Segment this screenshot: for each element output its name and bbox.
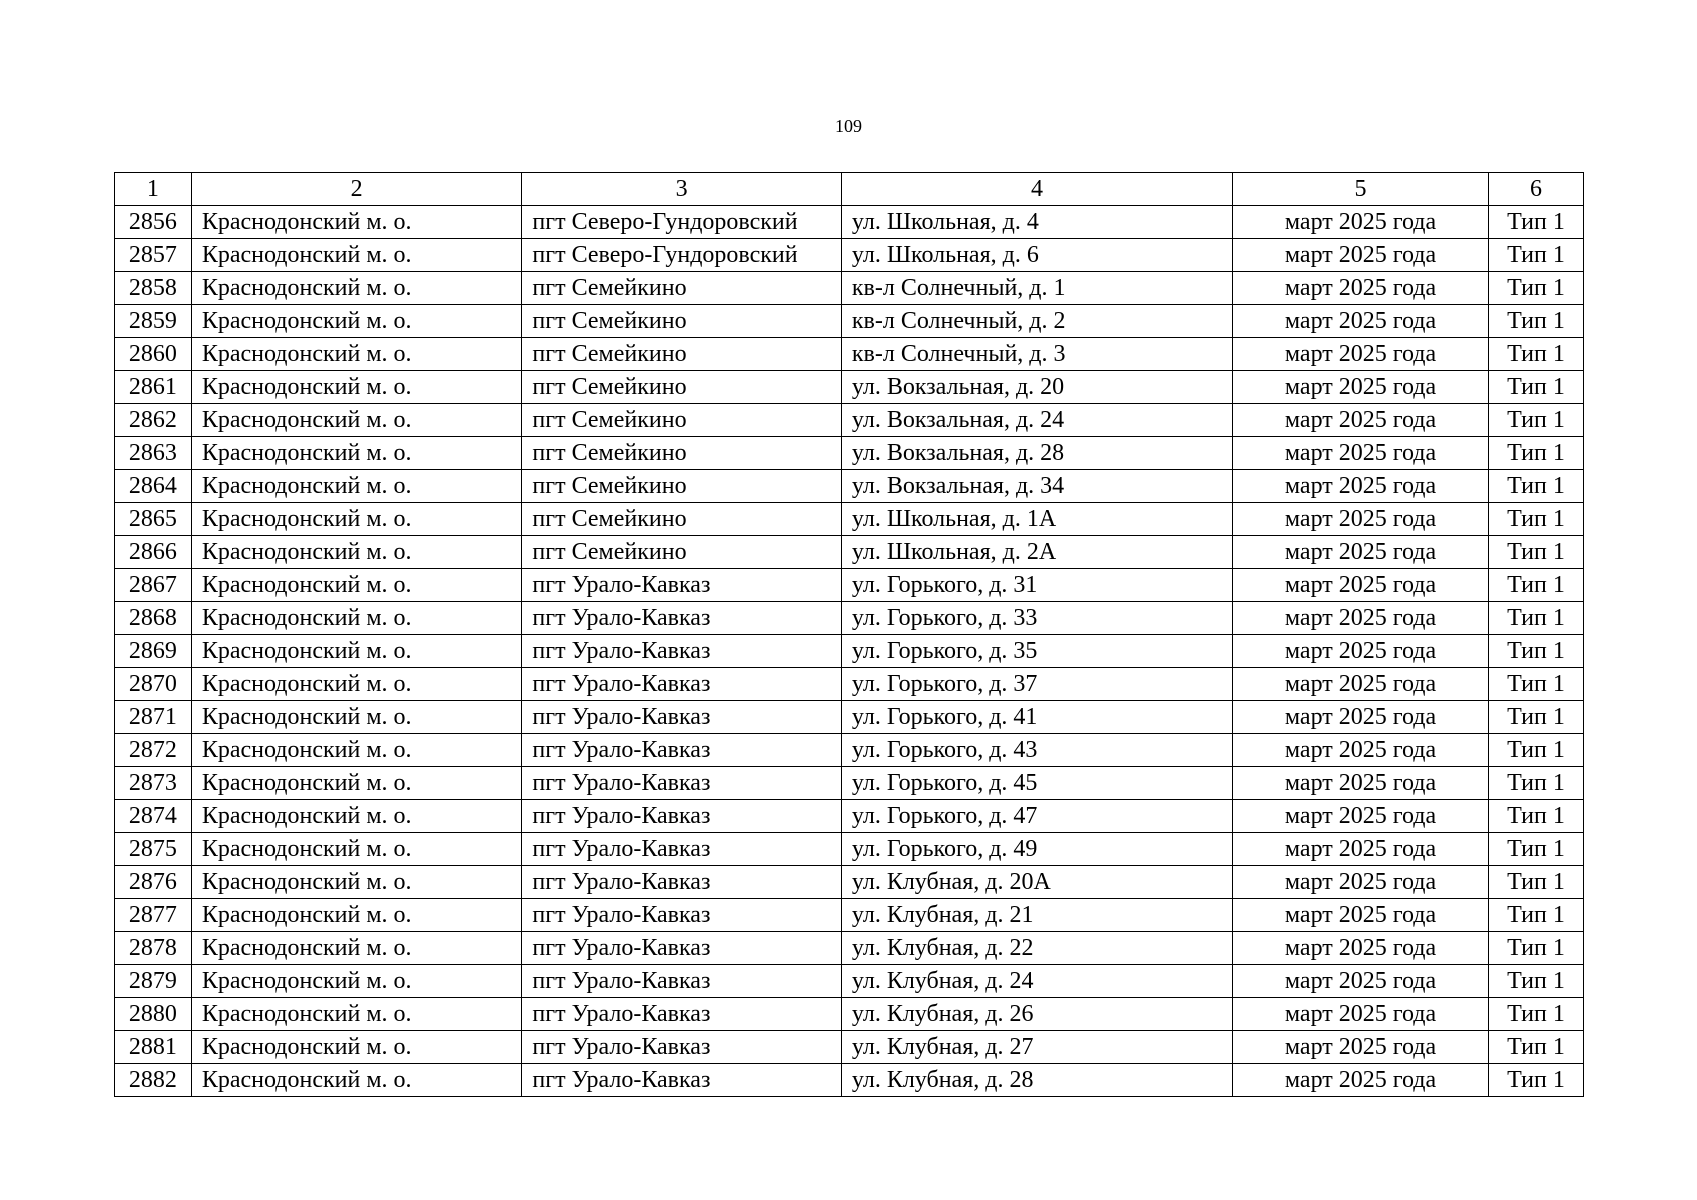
settlement-cell: пгт Урало-Кавказ: [522, 767, 841, 800]
district-cell: Краснодонский м. о.: [191, 800, 522, 833]
date-cell: март 2025 года: [1233, 965, 1489, 998]
type-cell: Тип 1: [1488, 404, 1583, 437]
address-cell: ул. Клубная, д. 22: [841, 932, 1232, 965]
table-row: [115, 437, 1584, 470]
type-cell: Тип 1: [1488, 536, 1583, 569]
type-cell: Тип 1: [1488, 239, 1583, 272]
district-cell: Краснодонский м. о.: [191, 767, 522, 800]
address-cell: ул. Клубная, д. 27: [841, 1031, 1232, 1064]
row-number-cell: 2879: [115, 965, 192, 998]
district-cell: Краснодонский м. о.: [191, 272, 522, 305]
type-cell: Тип 1: [1488, 998, 1583, 1031]
settlement-cell: пгт Урало-Кавказ: [522, 569, 841, 602]
address-cell: ул. Вокзальная, д. 28: [841, 437, 1232, 470]
type-cell: Тип 1: [1488, 437, 1583, 470]
table-row: [115, 470, 1584, 503]
row-number-cell: 2871: [115, 701, 192, 734]
district-cell: Краснодонский м. о.: [191, 899, 522, 932]
type-cell: Тип 1: [1488, 602, 1583, 635]
row-number-cell: 2882: [115, 1064, 192, 1097]
district-cell: Краснодонский м. о.: [191, 536, 522, 569]
settlement-cell: пгт Семейкино: [522, 503, 841, 536]
type-cell: Тип 1: [1488, 800, 1583, 833]
address-cell: ул. Горького, д. 45: [841, 767, 1232, 800]
address-cell: ул. Горького, д. 35: [841, 635, 1232, 668]
row-number-cell: 2858: [115, 272, 192, 305]
table-row: [115, 371, 1584, 404]
district-cell: Краснодонский м. о.: [191, 503, 522, 536]
header-cell-1: 1: [115, 173, 192, 206]
settlement-cell: пгт Семейкино: [522, 404, 841, 437]
date-cell: март 2025 года: [1233, 338, 1489, 371]
date-cell: март 2025 года: [1233, 767, 1489, 800]
settlement-cell: пгт Урало-Кавказ: [522, 635, 841, 668]
table-row: [115, 668, 1584, 701]
table-header: [115, 173, 1584, 206]
row-number-cell: 2868: [115, 602, 192, 635]
date-cell: март 2025 года: [1233, 569, 1489, 602]
address-cell: ул. Клубная, д. 20А: [841, 866, 1232, 899]
row-number-cell: 2869: [115, 635, 192, 668]
address-cell: ул. Школьная, д. 4: [841, 206, 1232, 239]
type-cell: Тип 1: [1488, 305, 1583, 338]
settlement-cell: пгт Урало-Кавказ: [522, 833, 841, 866]
row-number-cell: 2872: [115, 734, 192, 767]
district-cell: Краснодонский м. о.: [191, 569, 522, 602]
district-cell: Краснодонский м. о.: [191, 1031, 522, 1064]
settlement-cell: пгт Урало-Кавказ: [522, 734, 841, 767]
settlement-cell: пгт Урало-Кавказ: [522, 932, 841, 965]
type-cell: Тип 1: [1488, 899, 1583, 932]
settlement-cell: пгт Урало-Кавказ: [522, 701, 841, 734]
table-body: [115, 206, 1584, 1097]
date-cell: март 2025 года: [1233, 833, 1489, 866]
table-row: [115, 800, 1584, 833]
table-row: [115, 536, 1584, 569]
settlement-cell: пгт Семейкино: [522, 305, 841, 338]
date-cell: март 2025 года: [1233, 899, 1489, 932]
district-cell: Краснодонский м. о.: [191, 404, 522, 437]
date-cell: март 2025 года: [1233, 272, 1489, 305]
table-row: [115, 701, 1584, 734]
date-cell: март 2025 года: [1233, 404, 1489, 437]
row-number-cell: 2877: [115, 899, 192, 932]
address-cell: ул. Горького, д. 37: [841, 668, 1232, 701]
table-row: [115, 932, 1584, 965]
type-cell: Тип 1: [1488, 1031, 1583, 1064]
date-cell: март 2025 года: [1233, 503, 1489, 536]
district-cell: Краснодонский м. о.: [191, 932, 522, 965]
address-cell: ул. Вокзальная, д. 20: [841, 371, 1232, 404]
settlement-cell: пгт Северо-Гундоровский: [522, 206, 841, 239]
header-cell-2: 2: [191, 173, 522, 206]
type-cell: Тип 1: [1488, 701, 1583, 734]
type-cell: Тип 1: [1488, 569, 1583, 602]
address-cell: ул. Вокзальная, д. 34: [841, 470, 1232, 503]
table-row: [115, 569, 1584, 602]
settlement-cell: пгт Урало-Кавказ: [522, 800, 841, 833]
settlement-cell: пгт Урало-Кавказ: [522, 899, 841, 932]
date-cell: март 2025 года: [1233, 635, 1489, 668]
settlement-cell: пгт Урало-Кавказ: [522, 998, 841, 1031]
district-cell: Краснодонский м. о.: [191, 239, 522, 272]
table-row: [115, 305, 1584, 338]
settlement-cell: пгт Семейкино: [522, 338, 841, 371]
type-cell: Тип 1: [1488, 338, 1583, 371]
settlement-cell: пгт Семейкино: [522, 536, 841, 569]
district-cell: Краснодонский м. о.: [191, 371, 522, 404]
date-cell: март 2025 года: [1233, 932, 1489, 965]
address-cell: ул. Клубная, д. 28: [841, 1064, 1232, 1097]
settlement-cell: пгт Семейкино: [522, 371, 841, 404]
date-cell: март 2025 года: [1233, 536, 1489, 569]
row-number-cell: 2866: [115, 536, 192, 569]
table-row: [115, 767, 1584, 800]
type-cell: Тип 1: [1488, 635, 1583, 668]
district-cell: Краснодонский м. о.: [191, 470, 522, 503]
address-cell: ул. Клубная, д. 26: [841, 998, 1232, 1031]
type-cell: Тип 1: [1488, 767, 1583, 800]
address-cell: ул. Горького, д. 41: [841, 701, 1232, 734]
type-cell: Тип 1: [1488, 866, 1583, 899]
address-cell: ул. Горького, д. 33: [841, 602, 1232, 635]
address-cell: ул. Вокзальная, д. 24: [841, 404, 1232, 437]
type-cell: Тип 1: [1488, 503, 1583, 536]
date-cell: март 2025 года: [1233, 1031, 1489, 1064]
address-cell: ул. Школьная, д. 2А: [841, 536, 1232, 569]
date-cell: март 2025 года: [1233, 668, 1489, 701]
row-number-cell: 2874: [115, 800, 192, 833]
row-number-cell: 2870: [115, 668, 192, 701]
address-cell: ул. Клубная, д. 24: [841, 965, 1232, 998]
address-cell: ул. Клубная, д. 21: [841, 899, 1232, 932]
address-cell: ул. Горького, д. 49: [841, 833, 1232, 866]
row-number-cell: 2863: [115, 437, 192, 470]
district-cell: Краснодонский м. о.: [191, 635, 522, 668]
date-cell: март 2025 года: [1233, 206, 1489, 239]
type-cell: Тип 1: [1488, 965, 1583, 998]
header-cell-6: 6: [1488, 173, 1583, 206]
date-cell: март 2025 года: [1233, 800, 1489, 833]
settlement-cell: пгт Урало-Кавказ: [522, 668, 841, 701]
district-cell: Краснодонский м. о.: [191, 338, 522, 371]
header-cell-4: 4: [841, 173, 1232, 206]
district-cell: Краснодонский м. о.: [191, 965, 522, 998]
table-row: [115, 404, 1584, 437]
registry-table: [114, 172, 1584, 1097]
row-number-cell: 2867: [115, 569, 192, 602]
date-cell: март 2025 года: [1233, 1064, 1489, 1097]
table-row: [115, 965, 1584, 998]
type-cell: Тип 1: [1488, 932, 1583, 965]
type-cell: Тип 1: [1488, 734, 1583, 767]
address-cell: кв-л Солнечный, д. 1: [841, 272, 1232, 305]
address-cell: ул. Школьная, д. 1А: [841, 503, 1232, 536]
district-cell: Краснодонский м. о.: [191, 206, 522, 239]
district-cell: Краснодонский м. о.: [191, 734, 522, 767]
row-number-cell: 2856: [115, 206, 192, 239]
table-row: [115, 1031, 1584, 1064]
date-cell: март 2025 года: [1233, 305, 1489, 338]
table-row: [115, 239, 1584, 272]
address-cell: ул. Школьная, д. 6: [841, 239, 1232, 272]
date-cell: март 2025 года: [1233, 470, 1489, 503]
date-cell: март 2025 года: [1233, 239, 1489, 272]
row-number-cell: 2859: [115, 305, 192, 338]
type-cell: Тип 1: [1488, 206, 1583, 239]
header-row: [115, 173, 1584, 206]
table-row: [115, 734, 1584, 767]
district-cell: Краснодонский м. о.: [191, 866, 522, 899]
settlement-cell: пгт Северо-Гундоровский: [522, 239, 841, 272]
row-number-cell: 2880: [115, 998, 192, 1031]
type-cell: Тип 1: [1488, 833, 1583, 866]
district-cell: Краснодонский м. о.: [191, 701, 522, 734]
type-cell: Тип 1: [1488, 371, 1583, 404]
district-cell: Краснодонский м. о.: [191, 668, 522, 701]
row-number-cell: 2881: [115, 1031, 192, 1064]
district-cell: Краснодонский м. о.: [191, 998, 522, 1031]
type-cell: Тип 1: [1488, 668, 1583, 701]
settlement-cell: пгт Семейкино: [522, 272, 841, 305]
district-cell: Краснодонский м. о.: [191, 437, 522, 470]
table-row: [115, 272, 1584, 305]
page-number: 109: [835, 116, 862, 136]
date-cell: март 2025 года: [1233, 602, 1489, 635]
district-cell: Краснодонский м. о.: [191, 833, 522, 866]
settlement-cell: пгт Семейкино: [522, 470, 841, 503]
header-cell-3: 3: [522, 173, 841, 206]
header-cell-5: 5: [1233, 173, 1489, 206]
table-row: [115, 206, 1584, 239]
table-row: [115, 1064, 1584, 1097]
row-number-cell: 2861: [115, 371, 192, 404]
row-number-cell: 2875: [115, 833, 192, 866]
date-cell: март 2025 года: [1233, 734, 1489, 767]
date-cell: март 2025 года: [1233, 437, 1489, 470]
address-cell: ул. Горького, д. 43: [841, 734, 1232, 767]
row-number-cell: 2873: [115, 767, 192, 800]
date-cell: март 2025 года: [1233, 866, 1489, 899]
date-cell: март 2025 года: [1233, 371, 1489, 404]
row-number-cell: 2876: [115, 866, 192, 899]
row-number-cell: 2862: [115, 404, 192, 437]
type-cell: Тип 1: [1488, 470, 1583, 503]
settlement-cell: пгт Урало-Кавказ: [522, 1031, 841, 1064]
row-number-cell: 2857: [115, 239, 192, 272]
date-cell: март 2025 года: [1233, 998, 1489, 1031]
table-row: [115, 899, 1584, 932]
table-row: [115, 866, 1584, 899]
row-number-cell: 2864: [115, 470, 192, 503]
table-row: [115, 503, 1584, 536]
settlement-cell: пгт Урало-Кавказ: [522, 602, 841, 635]
settlement-cell: пгт Урало-Кавказ: [522, 965, 841, 998]
row-number-cell: 2865: [115, 503, 192, 536]
table-row: [115, 602, 1584, 635]
address-cell: кв-л Солнечный, д. 2: [841, 305, 1232, 338]
table-row: [115, 635, 1584, 668]
date-cell: март 2025 года: [1233, 701, 1489, 734]
row-number-cell: 2878: [115, 932, 192, 965]
table-row: [115, 833, 1584, 866]
district-cell: Краснодонский м. о.: [191, 1064, 522, 1097]
settlement-cell: пгт Семейкино: [522, 437, 841, 470]
table-row: [115, 338, 1584, 371]
table-row: [115, 998, 1584, 1031]
district-cell: Краснодонский м. о.: [191, 305, 522, 338]
address-cell: ул. Горького, д. 47: [841, 800, 1232, 833]
type-cell: Тип 1: [1488, 1064, 1583, 1097]
address-cell: кв-л Солнечный, д. 3: [841, 338, 1232, 371]
settlement-cell: пгт Урало-Кавказ: [522, 1064, 841, 1097]
type-cell: Тип 1: [1488, 272, 1583, 305]
district-cell: Краснодонский м. о.: [191, 602, 522, 635]
settlement-cell: пгт Урало-Кавказ: [522, 866, 841, 899]
row-number-cell: 2860: [115, 338, 192, 371]
address-cell: ул. Горького, д. 31: [841, 569, 1232, 602]
